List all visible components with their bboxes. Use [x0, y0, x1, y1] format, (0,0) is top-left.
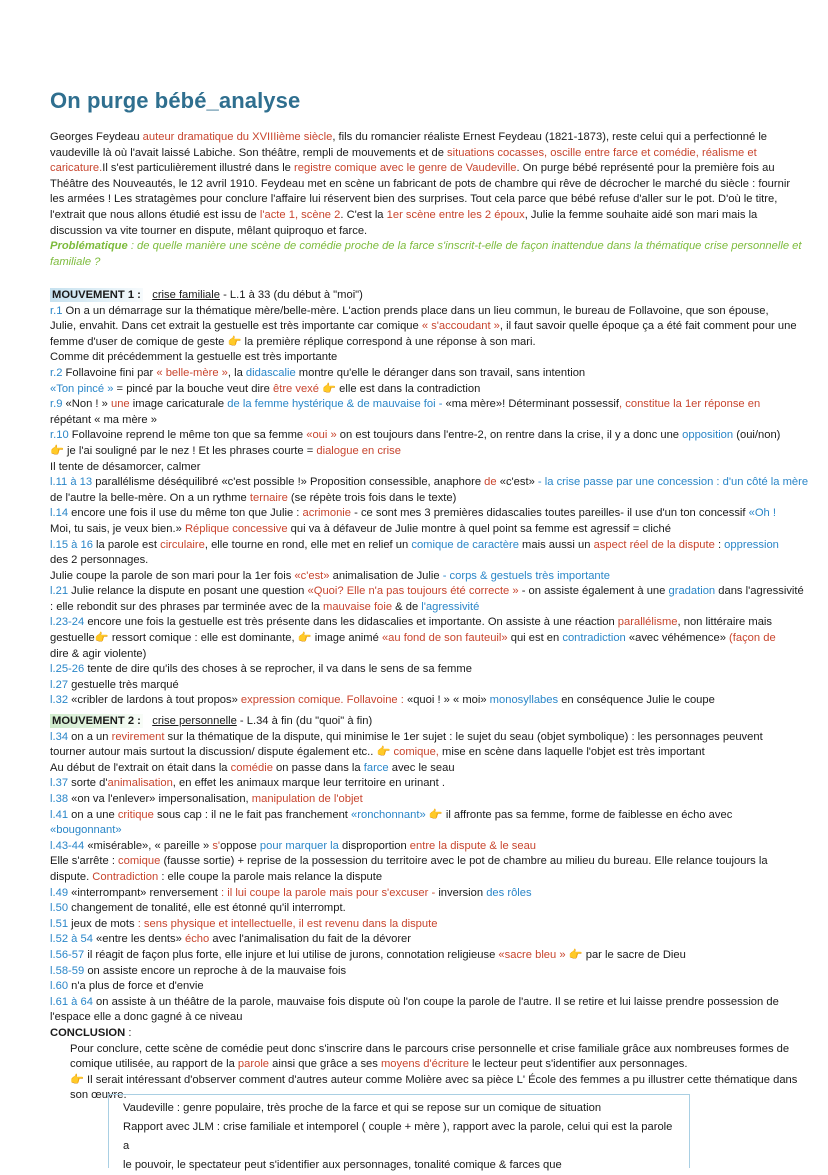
line-reference: r.1 [50, 304, 63, 317]
body-text: de l'autre la belle-mère. On a un rythme [50, 491, 250, 504]
line-reference: l.11 à 13 [50, 476, 93, 489]
line-reference: l.58-59 [50, 964, 85, 977]
highlight-text: «sacre bleu » [498, 948, 566, 961]
body-text: : [714, 538, 725, 551]
highlight-text: Contradiction [92, 870, 159, 883]
mv1-line [50, 615, 780, 631]
body-text: des 2 personnages. [50, 554, 149, 567]
mv1-line [50, 304, 780, 320]
body-text: Comme dit précédemment la gestuelle est très importante [50, 351, 338, 364]
movement-2-heading [50, 714, 780, 730]
body-text: «interrompant» renversement [68, 886, 218, 899]
line-reference: l.50 [50, 902, 69, 915]
body-text: répétant « ma mère » [50, 413, 157, 426]
body-text: on assiste encore un reproche à de la mauvaise fois [84, 964, 347, 977]
body-text: la parole est [92, 538, 161, 551]
body-text: : elle coupe la parole mais relance la dispute [158, 870, 383, 883]
body-text: Julie, envahit. Dans cet extrait la gestuelle est très importante car comique [50, 320, 422, 333]
body-text: n'a plus de force et d'envie [68, 980, 204, 993]
body-text: gestuelle très marqué [68, 678, 179, 691]
mv1-line [50, 413, 780, 429]
intro-text: . On purge bébé représenté pour la première fois au [516, 162, 775, 175]
highlight-text: «Quoi? Elle n'a pas toujours été correcte » [307, 585, 519, 598]
mv1-line [50, 491, 780, 507]
highlight-text: comique, [393, 746, 439, 759]
highlight-text: farce [363, 761, 389, 774]
body-text: gestuelle👉 ressort comique : elle est dominante, 👉 image animé [50, 632, 382, 645]
line-reference: l.60 [50, 980, 69, 993]
highlight-text: comique de caractère [411, 538, 519, 551]
highlight-text: monosyllabes [486, 694, 559, 707]
conclusion [50, 1026, 798, 1104]
highlight-text: s' [209, 839, 221, 852]
mv1-line [50, 444, 780, 460]
mv1-line [50, 678, 780, 694]
line-reference: «bougonnant» [50, 824, 122, 837]
body-text: parallélisme déséquilibré «c'est possible !» Proposition consessible, anaphore [92, 476, 482, 489]
conclusion-line: 👉 Il serait intéressant d'observer comment d'autres auteur comme Molière avec sa pièce L' École des femmes a pu illustrer cette thématique dans [70, 1073, 798, 1086]
body-text: «on va l'enlever» impersonalisation, [68, 792, 249, 805]
conclusion-highlight: moyens d'écriture [380, 1058, 469, 1071]
mv1-line [50, 584, 804, 600]
body-text: la première réplique correspond à une réponse à son mari. [241, 335, 536, 348]
body-text: Elle s'arrête : [50, 855, 119, 868]
intro-line [50, 208, 780, 224]
body-text: dispute. [50, 870, 93, 883]
body-text: 👉 elle est dans la contradiction [319, 382, 481, 395]
mv1-line [50, 366, 780, 382]
conclusion-line: Pour conclure, cette scène de comédie peut donc s'inscrire dans le parcours crise personnelle et crise familiale grâce aux nombreuses formes de [70, 1042, 790, 1055]
highlight-text: des rôles [483, 886, 532, 899]
intro-highlight: 1er scène entre les 2 époux [386, 208, 525, 221]
body-text: mais aussi un [518, 538, 594, 551]
note-line: Vaudeville : genre populaire, très proche de la farce et qui se repose sur un comique de situation [123, 1102, 602, 1114]
mv2-line [50, 932, 780, 948]
body-text: tente de dire qu'ils des choses à se reprocher, il va dans le sens de sa femme [84, 663, 472, 676]
highlight-text: , constitue la 1er réponse en [619, 398, 761, 411]
body-text: encore une fois il use du même ton que Julie : [68, 507, 303, 520]
intro-line: les armées ! Les stratagèmes pour conclure l'affaire lui réservent bien des surprises. Tout cela parce que bébé refuse d'aller sur le pot. D'où le titre, [50, 193, 778, 206]
highlight-text: dialogue en crise [316, 444, 401, 457]
highlight-text: comique [118, 855, 161, 868]
mv2-line [50, 823, 780, 839]
highlight-text: critique [117, 808, 154, 821]
mv2-line [50, 964, 780, 980]
highlight-text: expression comique. Follavoine : [237, 694, 407, 707]
body-text: oppose [220, 839, 257, 852]
movement-1-lines [50, 304, 809, 709]
highlight-text: gradation [668, 585, 716, 598]
line-reference: l.32 [50, 694, 69, 707]
body-text: dire & agir violente) [50, 647, 147, 660]
movement-theme: crise personnelle [152, 715, 237, 727]
body-text: avec l'animalisation du fait de la dévorer [209, 933, 411, 946]
conclusion-heading [50, 1026, 780, 1042]
mv2-line [50, 808, 780, 824]
mv2-line [50, 792, 780, 808]
intro-highlight: registre comique avec le genre de Vaudeville [294, 162, 517, 175]
highlight-text: mauvaise foie [323, 600, 393, 613]
line-reference: «Ton pincé » [50, 382, 114, 395]
conclusion-highlight: parole [237, 1058, 270, 1071]
mv2-line [50, 901, 780, 917]
movement-2-lines [50, 730, 780, 1026]
intro-text: Georges Feydeau [50, 131, 143, 143]
line-reference: l.37 [50, 777, 69, 790]
mv2-line [50, 839, 780, 855]
mv2-line [50, 745, 780, 761]
body-text: Il tente de désamorcer, calmer [50, 460, 201, 473]
line-reference: l.51 [50, 917, 69, 930]
body-text: montre qu'elle le déranger dans son travail, sans intention [295, 366, 586, 379]
line-reference: l.27 [50, 678, 69, 691]
highlight-text: 👉 [227, 335, 242, 348]
body-text: «quoi ! » « moi» [406, 694, 487, 707]
body-text: jeux de mots [68, 917, 135, 930]
body-text: encore une fois la gestuelle est très présente dans les didascalies et importante. On assiste à une réaction [84, 616, 618, 629]
line-reference: l.43-44 [50, 839, 85, 852]
body-text: tourner autour mais surtout la discussion/ dispute également etc.. 👉 [50, 746, 394, 759]
line-reference: r.10 [50, 429, 69, 442]
mv1-line [50, 428, 780, 444]
note-line: Rapport avec JLM : crise familiale et intemporel ( couple + mère ), rapport avec la parole, celui qui est la parole a [123, 1121, 673, 1152]
line-reference: l.14 [50, 507, 69, 520]
body-text: sous cap : il ne le fait pas franchement [153, 808, 352, 821]
body-text: sur la thématique de la dispute, qui minimise le 1er sujet : le sujet du seau (objet symbolique) : les personnages peuvent [164, 730, 763, 743]
mv2-line [50, 917, 780, 933]
mv1-line [50, 335, 780, 351]
highlight-text: Réplique concessive [181, 522, 288, 535]
mv2-line [50, 1010, 780, 1026]
body-text: Moi, tu sais, je veux bien.» [50, 522, 182, 535]
body-text: sorte d' [68, 777, 108, 790]
body-text: mise en scène dans laquelle l'objet est très important [438, 746, 705, 759]
mv1-line [50, 319, 797, 335]
line-reference: l.23-24 [50, 616, 85, 629]
highlight-text: aspect réel de la dispute [593, 538, 715, 551]
intro-text: , fils du romancier réaliste Ernest Feydeau (1821-1873), reste celui qui a perfectionné le [332, 131, 768, 143]
highlight-text: «c'est» [294, 569, 330, 582]
movement-range: - L.34 à fin (du "quoi" à fin) [236, 715, 373, 727]
highlight-text: de [481, 476, 500, 489]
intro-text: l'extrait que nous allons étudié est issu de [50, 208, 260, 221]
body-text: 👉 je l'ai souligné par le nez ! Et les phrases courte = [50, 444, 317, 457]
highlight-text: parallélisme [617, 616, 678, 629]
highlight-text: « s'accoudant » [421, 320, 500, 333]
body-text: femme d'user de comique de geste [50, 335, 228, 348]
body-text: «Non ! » [62, 398, 108, 411]
movement-1 [50, 288, 809, 709]
body-text: , non littéraire mais [677, 616, 773, 629]
highlight-text: entre la dispute & le seau [406, 839, 537, 852]
body-text: disproportion [341, 839, 407, 852]
mv1-line [50, 600, 780, 616]
problematique [50, 239, 802, 255]
body-text: , la [227, 366, 246, 379]
mv2-line [50, 995, 780, 1011]
line-reference: l.25-26 [50, 663, 85, 676]
line-reference: r.2 [50, 366, 63, 379]
highlight-text: une [107, 398, 133, 411]
body-text: avec le seau [388, 761, 455, 774]
intro-highlight: l'acte 1, scène 2 [259, 208, 341, 221]
mv1-line [50, 397, 780, 413]
mv1-line [50, 475, 809, 491]
body-text: image caricaturale [132, 398, 225, 411]
intro-text: . C'est la [340, 208, 387, 221]
conclusion-text: ainsi que grâce a ses [269, 1058, 381, 1071]
body-text: , il faut savoir quelle époque ça a été fait comment pour une [499, 320, 797, 333]
mv1-line [50, 382, 780, 398]
intro-highlight: caricature. [50, 162, 103, 175]
body-text: l'espace elle a donc gagné à ce niveau [50, 1011, 243, 1024]
highlight-text: «au fond de son fauteuil» [381, 632, 508, 645]
mv1-line [50, 506, 780, 522]
mv2-line [50, 886, 780, 902]
highlight-text: « belle-mère » [156, 366, 228, 379]
highlight-text: didascalie [245, 366, 296, 379]
highlight-text: «Oh ! [748, 507, 776, 520]
mv1-line [50, 569, 780, 585]
movement-range: - L.1 à 33 (du début à "moi") [219, 289, 363, 301]
side-note-box [108, 1094, 690, 1171]
movement-theme: crise familiale [152, 289, 220, 301]
highlight-text: circulaire [160, 538, 205, 551]
line-reference: l.41 [50, 808, 69, 821]
body-text: dans l'agressivité [715, 585, 804, 598]
highlight-text: : il lui coupe la parole mais pour s'excuser - [217, 886, 439, 899]
body-text: - on assiste également à une [518, 585, 669, 598]
body-text: «ma mère»! Déterminant possessif [445, 398, 620, 411]
intro-line: Théâtre des Nouveautés, le 12 avril 1910. Feydeau met en scène un fabricant de pots de chambre qui rêve de décrocher le marché du siècle : fournir [50, 177, 791, 190]
body-text: «cribler de lardons à tout propos» [68, 694, 238, 707]
mv1-line [50, 460, 780, 476]
problematique-cont: familiale ? [50, 255, 101, 268]
mv1-line [50, 662, 780, 678]
highlight-text: contradiction [562, 632, 626, 645]
body-text: Julie relance la dispute en posant une question [68, 585, 308, 598]
body-text: «misérable», « pareille » [84, 839, 210, 852]
body-text: , elle tourne en rond, elle met en relief un [204, 538, 412, 551]
body-text: «entre les dents» [92, 933, 185, 946]
body-text: 👉 il affronte pas sa femme, forme de faiblesse en écho avec [425, 808, 733, 821]
body-text: : elle rebondit sur des phrases par terminée avec de la [50, 600, 324, 613]
movement-label: MOUVEMENT 1 : [52, 289, 141, 301]
highlight-text: - corps & gestuels très importante [439, 569, 610, 582]
body-text: «avec véhémence» [625, 632, 726, 645]
body-text: (se répète trois fois dans le texte) [287, 491, 457, 504]
body-text: animalisation de Julie [329, 569, 440, 582]
line-reference: l.15 à 16 [50, 538, 93, 551]
conclusion-text: comique utilisée, au rapport de la [70, 1058, 238, 1071]
body-text: (fausse sortie) + reprise de la possession du territoire avec le pot de chambre au milieu du bureau. Elle relance toujours la [160, 855, 768, 868]
line-reference: l.49 [50, 886, 69, 899]
body-text: , en effet les animaux marque leur territoire en urinant . [172, 777, 445, 790]
line-reference: l.61 à 64 [50, 995, 93, 1008]
highlight-text: - la crise passe par une concession : d'un côté la mère [534, 476, 809, 489]
highlight-text: de la femme hystérique & de mauvaise foi - [224, 398, 446, 411]
mv2-line [50, 761, 780, 777]
body-text: on a une [68, 808, 118, 821]
highlight-text: l'agressivité [421, 600, 480, 613]
body-text: on est toujours dans l'entre-2, on rentre dans la crise, il y a donc une [336, 429, 683, 442]
body-text: (oui/non) [733, 429, 781, 442]
mv1-line [50, 631, 780, 647]
line-reference: l.52 à 54 [50, 933, 93, 946]
intro-line [50, 161, 780, 177]
line-reference: r.9 [50, 398, 63, 411]
mv1-line [50, 553, 780, 569]
highlight-text: revirement [111, 730, 165, 743]
body-text: en conséquence Julie le coupe [558, 694, 715, 707]
intro-text: Il s'est particulièrement illustré dans le [102, 162, 295, 175]
movement-1-heading [50, 288, 780, 304]
intro-highlight: auteur dramatique du XVIIIième siècle [142, 131, 333, 143]
conclusion-line [50, 1057, 780, 1073]
highlight-text: : sens physique et intellectuelle, il est revenu dans la dispute [134, 917, 438, 930]
line-reference: l.21 [50, 585, 69, 598]
intro-highlight: situations cocasses, oscille entre farce et comédie, réalisme et [447, 146, 757, 159]
mv2-line [50, 979, 780, 995]
body-text: = pincé par la bouche veut dire [113, 382, 273, 395]
body-text: «c'est» [499, 476, 535, 489]
problematique-text: : de quelle manière une scène de comédie proche de la farce s'inscrit-t-elle de façon inattendue dans la thématique crise personnelle et [127, 240, 802, 253]
body-text: on a un [68, 730, 112, 743]
highlight-text: manipulation de l'objet [248, 792, 363, 805]
problematique-label: Problématique [50, 240, 128, 253]
highlight-text: opposition [682, 429, 734, 442]
highlight-text: acrimonie [302, 507, 351, 520]
conclusion-colon: : [125, 1027, 132, 1039]
highlight-text: «oui » [306, 429, 337, 442]
movement-2 [50, 714, 780, 1026]
movement-label: MOUVEMENT 2 : [52, 715, 141, 727]
intro-text: , Julie la femme souhaite aidé son mari mais la [524, 208, 758, 221]
highlight-text: comédie [230, 761, 273, 774]
body-text: Au début de l'extrait on était dans la [50, 761, 231, 774]
intro-line [50, 130, 780, 146]
mv1-line [50, 522, 780, 538]
intro-text: vaudeville là où l'avait laissé Labiche. Son théâtre, rempli de mouvements et de [50, 146, 448, 159]
body-text: il réagit de façon plus forte, elle injure et lui utilise de jurons, connotation religieuse [84, 948, 499, 961]
body-text: & de [392, 600, 422, 613]
highlight-text: (façon de [725, 632, 776, 645]
highlight-text: «ronchonnant» [351, 808, 426, 821]
body-text: qui va à défaveur de Julie montre à quel point sa femme est agressif = cliché [287, 522, 671, 535]
page-title: On purge bébé_analyse [50, 88, 301, 113]
note-line: le pouvoir, le spectateur peut s'identifier aux personnages, tonalité comique & farces que [123, 1159, 562, 1171]
intro-line: discussion va vite tourner en dispute, mêlant quiproquo et farce. [50, 224, 368, 237]
line-reference: l.34 [50, 730, 69, 743]
conclusion-label: CONCLUSION [50, 1027, 126, 1039]
intro-line [50, 146, 780, 162]
highlight-text: oppression [724, 538, 779, 551]
mv2-line [50, 776, 780, 792]
mv2-line [50, 730, 780, 746]
highlight-text: animalisation [107, 777, 173, 790]
mv1-line [50, 538, 780, 554]
mv2-line [50, 854, 780, 870]
mv2-line [50, 870, 780, 886]
body-text: qui est en [507, 632, 563, 645]
highlight-text: être vexé [272, 382, 320, 395]
body-text: inversion [438, 886, 484, 899]
intro-paragraph [50, 130, 802, 270]
line-reference: l.38 [50, 792, 69, 805]
mv1-line [50, 350, 780, 366]
body-text: 👉 par le sacre de Dieu [565, 948, 686, 961]
body-text: Julie coupe la parole de son mari pour la 1er fois [50, 569, 295, 582]
highlight-text: écho [184, 933, 210, 946]
body-text: - ce sont mes 3 premières didascalies toutes pareilles- il use d'un ton concessif [351, 507, 749, 520]
body-text: On a un démarrage sur la thématique mère/belle-mère. L'action prends place dans un lieu commun, le bureau de Follavoine, que son épouse, [62, 304, 769, 317]
line-reference: l.56-57 [50, 948, 85, 961]
mv2-line [50, 948, 780, 964]
body-text: Follavoine reprend le même ton que sa femme [68, 429, 307, 442]
body-text: Follavoine fini par [62, 366, 157, 379]
mv1-line [50, 693, 780, 709]
body-text: on passe dans la [272, 761, 364, 774]
body-text: on assiste à un théâtre de la parole, mauvaise fois dispute où l'on coupe la parole de l'autre. Il se retire et lui laisse prendre possession de [92, 995, 779, 1008]
conclusion-text: le lecteur peut s'identifier aux personnages. [468, 1058, 688, 1071]
conclusion-line: son œuvre. [70, 1089, 127, 1102]
highlight-text: ternaire [249, 491, 288, 504]
highlight-text: pour marquer la [256, 839, 342, 852]
body-text: changement de tonalité, elle est étonné qu'il interrompt. [68, 902, 346, 915]
mv1-line [50, 647, 780, 663]
